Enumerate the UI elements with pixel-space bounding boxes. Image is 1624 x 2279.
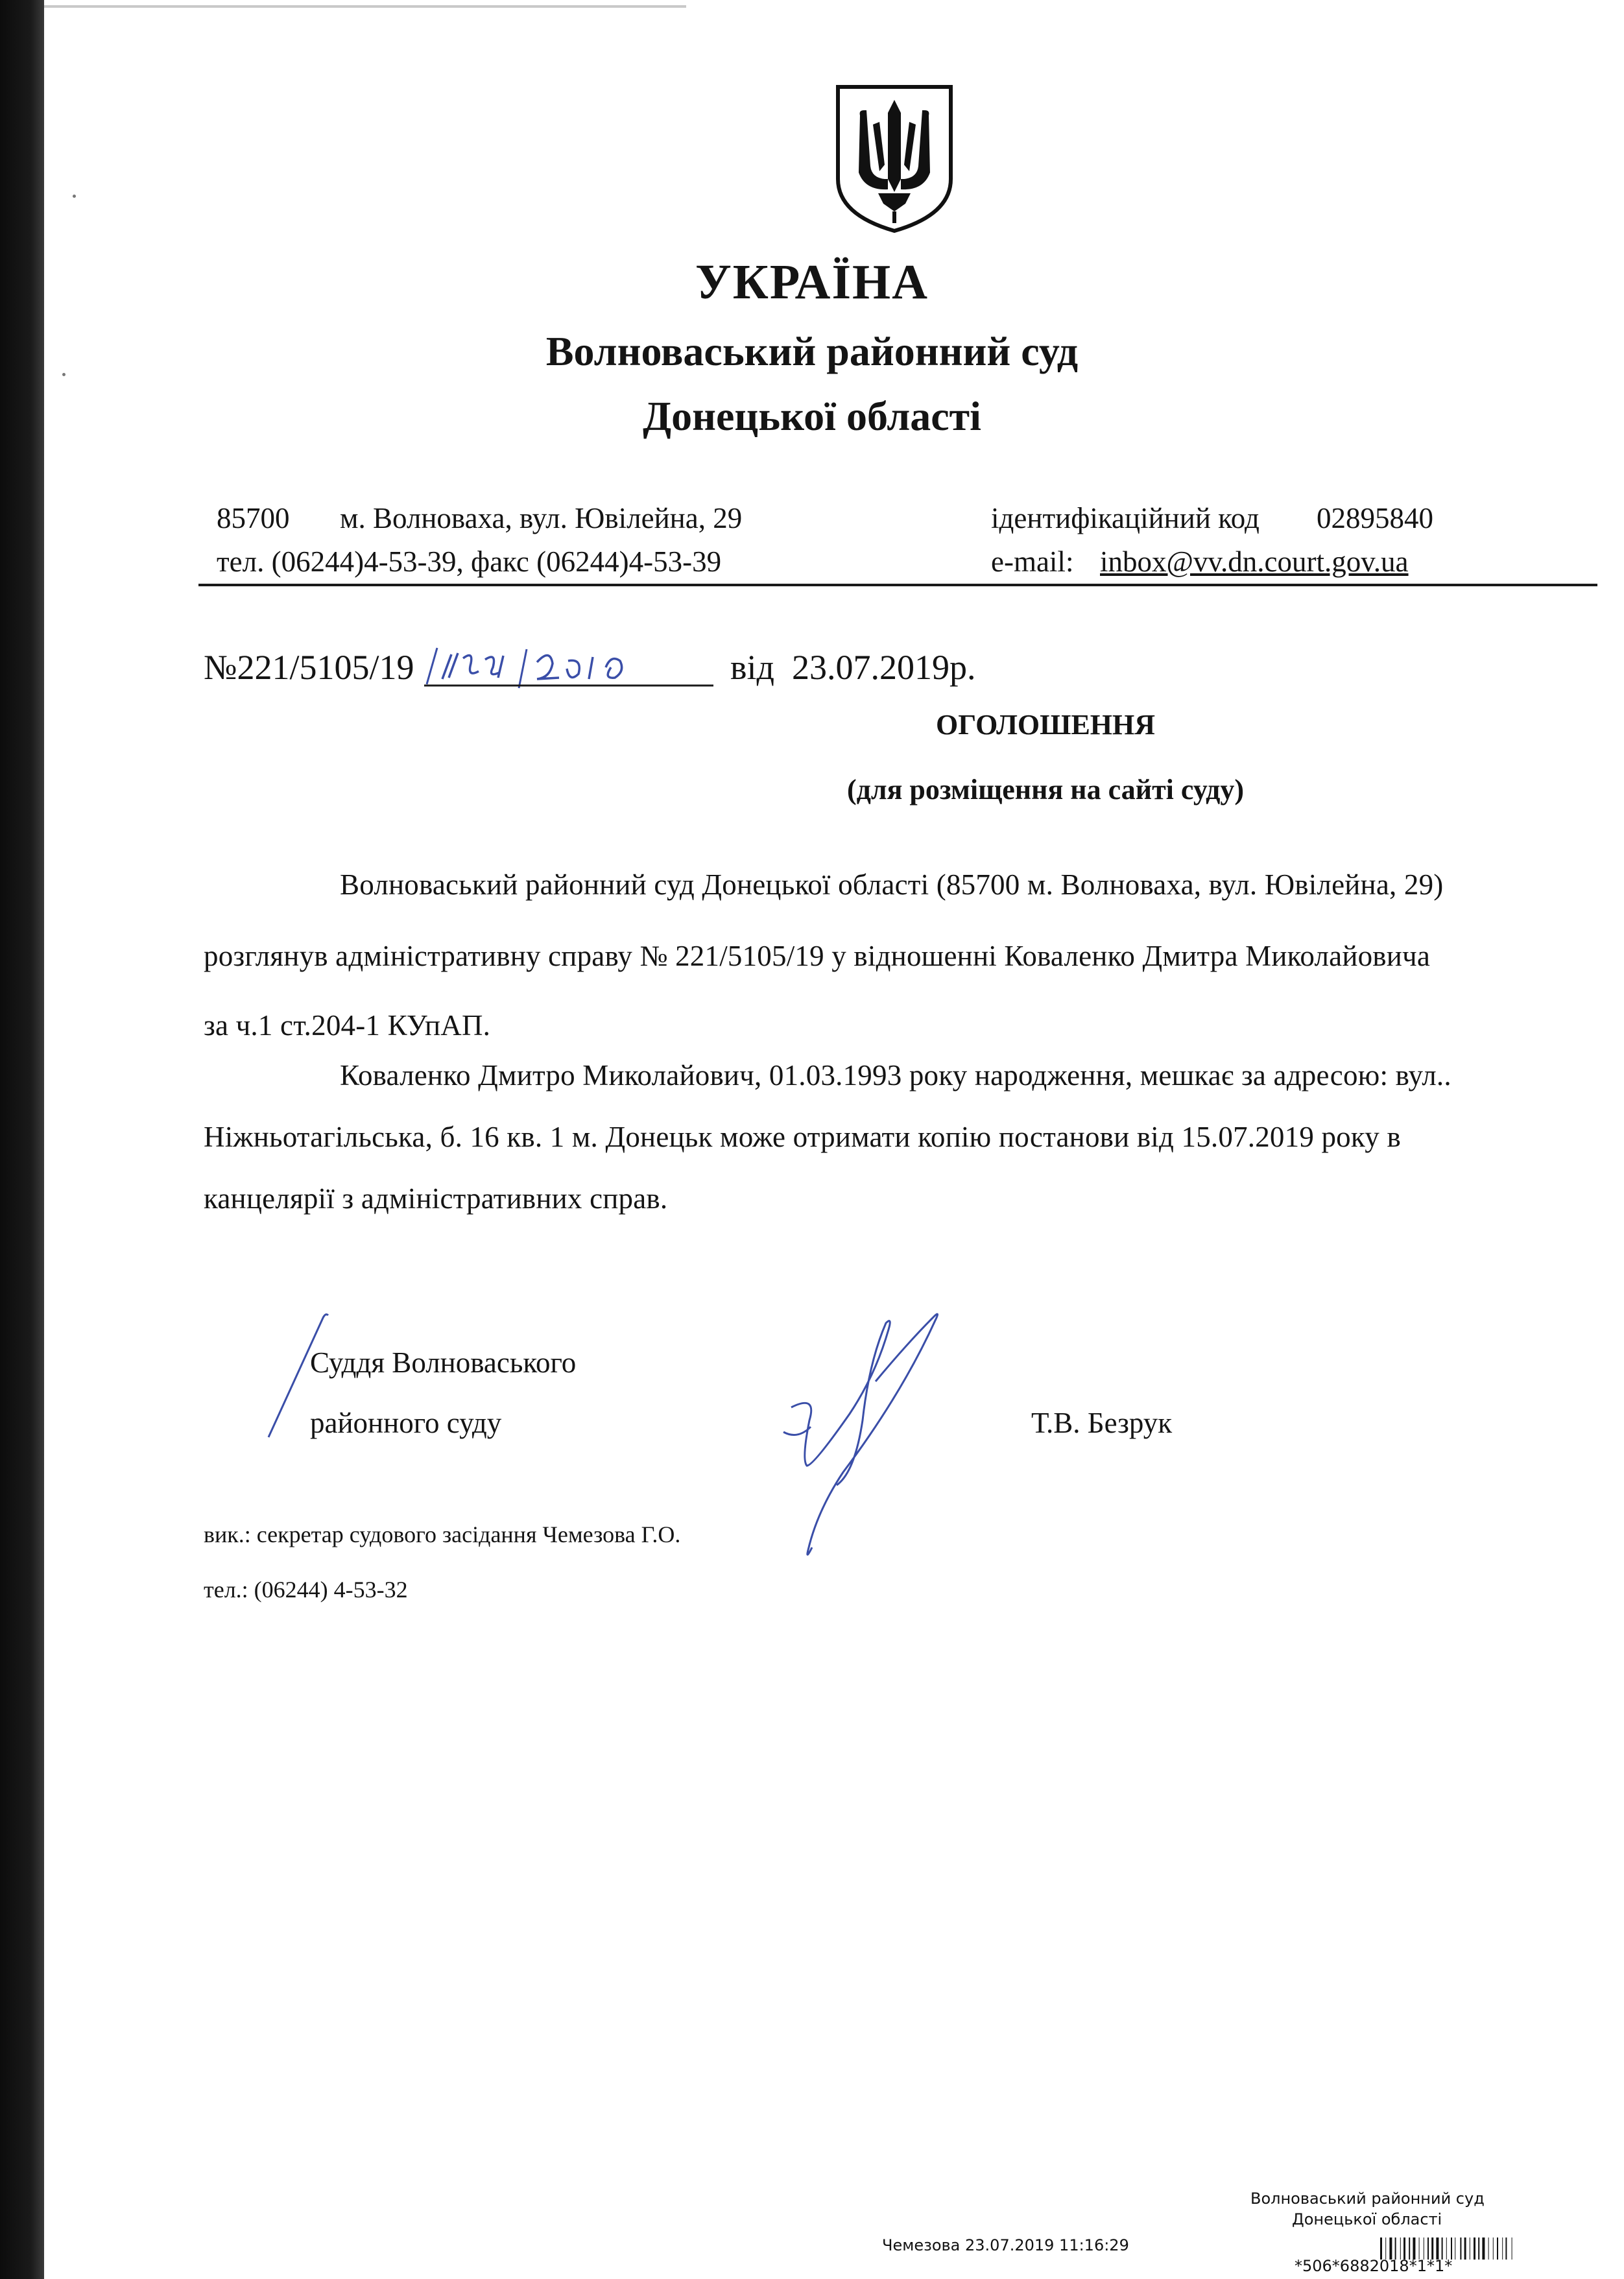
body-para1-line2: розглянув адміністративну справу № 221/5105/19 у відношенні Коваленко Дмитра Миколайовича [204,940,1431,972]
executor-phone: тел.: (06244) 4-53-32 [204,1577,408,1603]
phone-fax: тел. (06244)4-53-39, факс (06244)4-53-39 [217,545,722,578]
header-divider [198,584,1597,586]
body-para2-line3: канцелярії з адміністративних справ. [204,1182,668,1215]
court-name-line2: Донецької області [643,393,981,439]
executor-line: вик.: секретар судового засідання Чемезова Г.О. [204,1521,681,1547]
handwritten-registration-number [423,645,715,691]
country-heading: УКРАЇНА [695,255,929,309]
judge-name: Т.В. Безрук [1031,1407,1173,1439]
footer-court-line1: Волноваський районний суд [1250,2190,1485,2208]
date-value: 23.07.2019р. [791,648,976,687]
judge-signature [772,1304,979,1563]
document-subtitle: (для розміщення на сайті суду) [846,774,1244,805]
court-address: м. Волноваха, вул. Ювілейна, 29 [340,502,743,534]
document-title: ОГОЛОШЕННЯ [935,709,1156,741]
footer-registered-by: Чемезова 23.07.2019 11:16:29 [882,2236,1129,2254]
ukraine-trident-icon [833,82,956,234]
footer-barcode-code: *506*6882018*1*1* [1295,2257,1453,2275]
footer-court-line2: Донецької області [1292,2210,1442,2228]
judge-title-line1: Суддя Волноваського [310,1346,577,1379]
body-para2-line2: Ніжньотагільська, б. 16 кв. 1 м. Донецьк може отримати копію постанови від 15.07.2019 року в [204,1121,1401,1153]
court-name-line1: Волноваський районний суд [545,328,1079,374]
email-link[interactable]: inbox@vv.dn.court.gov.ua [1100,545,1409,578]
email-label: e-mail: [991,545,1074,578]
id-code-label: ідентифікаційний код [991,502,1260,534]
outgoing-number: №221/5105/19 [204,648,414,687]
barcode-icon [1380,2237,1601,2260]
body-para2-line1: Коваленко Дмитро Миколайович, 01.03.1993 року народження, мешкає за адресою: вул.. [340,1059,1451,1092]
scan-top-line [44,5,686,8]
body-para1-line3: за ч.1 ст.204-1 КУпАП. [204,1009,491,1042]
document-date [730,647,975,687]
body-para1-line1: Волноваський районний суд Донецької області (85700 м. Волноваха, вул. Ювілейна, 29) [340,868,1444,901]
judge-title-line2: районного суду [310,1407,502,1439]
id-code: 02895840 [1317,502,1433,534]
postal-code: 85700 [217,502,290,534]
scan-speck [73,195,76,198]
date-label: від [730,648,774,687]
